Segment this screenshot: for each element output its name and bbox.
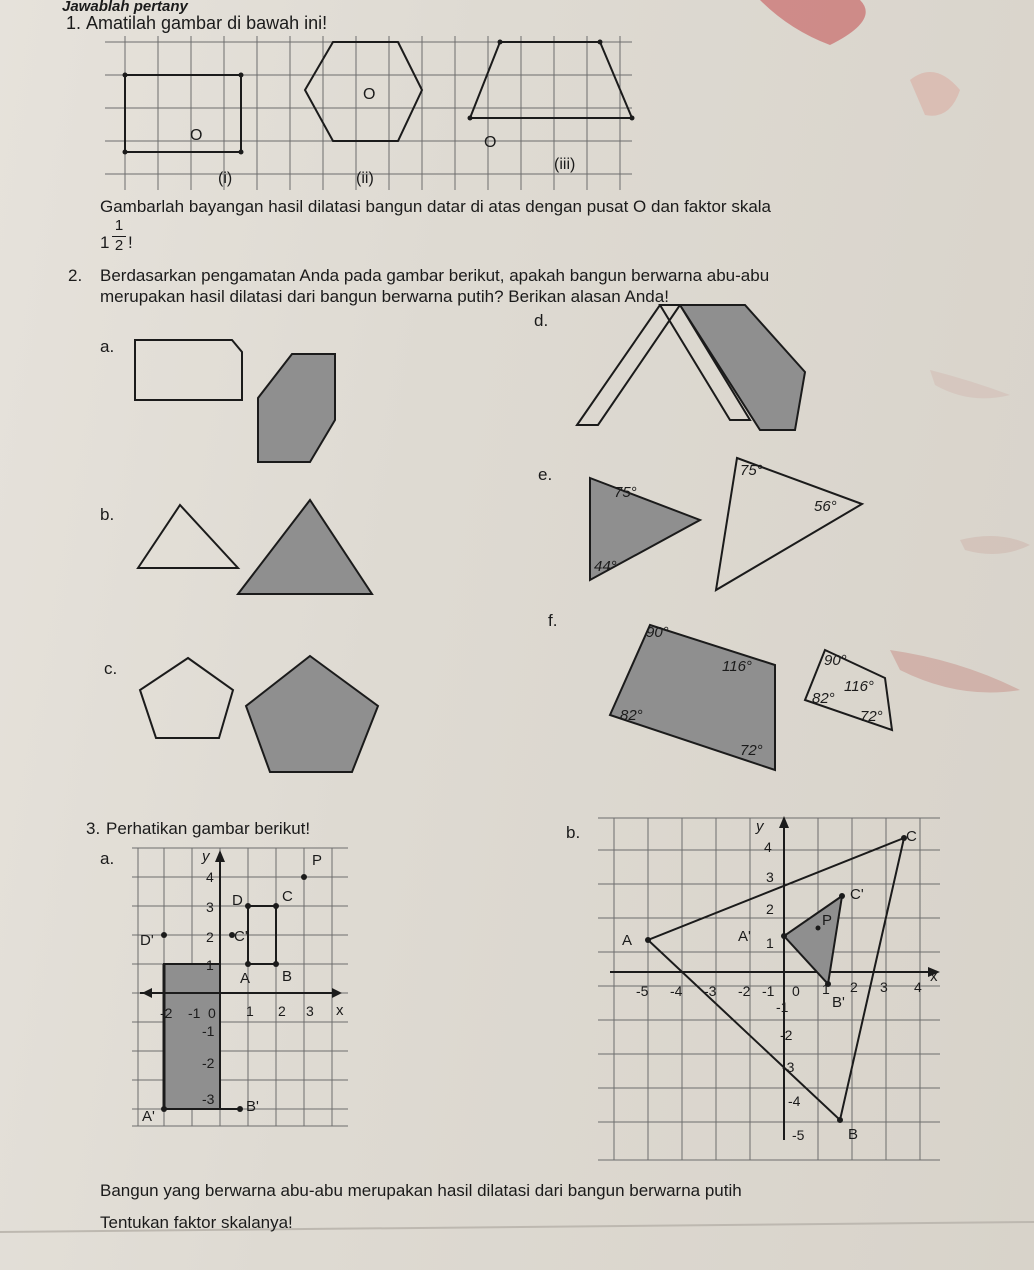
q3a-ytick-4: 4 xyxy=(206,869,214,885)
q3-conclusion: Bangun yang berwarna abu-abu merupakan hasil dilatasi dari bangun berwarna putih xyxy=(100,1181,742,1200)
q2-number: 2. xyxy=(68,266,83,285)
q3b-point-A-prime: A' xyxy=(738,928,751,945)
q3b-xtick-m3: -3 xyxy=(704,983,717,999)
q3b-xtick-4: 4 xyxy=(914,979,922,995)
q3b-point-B-prime: B' xyxy=(832,994,845,1011)
q2-item-d: d. xyxy=(534,311,549,330)
q3a-point-C: C xyxy=(282,888,293,905)
q3a-ytick-1: 1 xyxy=(206,957,214,973)
q3b-ytick-m5: -5 xyxy=(792,1127,805,1143)
q2-item-f: f. xyxy=(548,611,558,630)
q3a-point-D-prime: D' xyxy=(140,932,154,949)
q1-number: 1. xyxy=(66,13,82,33)
q3a-point-B: B xyxy=(282,968,293,985)
q3-number: 3. xyxy=(86,819,101,838)
q3-item-b: b. xyxy=(566,823,581,842)
q3b-ytick-4: 4 xyxy=(764,839,772,855)
q3a-point-C-prime: C' xyxy=(234,928,248,945)
q3b-ytick-m4: -4 xyxy=(788,1093,801,1109)
q3b-xtick-m5: -5 xyxy=(636,983,649,999)
q3b-xtick-m4: -4 xyxy=(670,983,683,999)
q3b-xtick-m2: -2 xyxy=(738,983,751,999)
q2f-angle-2: 116° xyxy=(722,658,752,675)
q1-instruction: Gambarlah bayangan hasil dilatasi bangun datar di atas dengan pusat O dan faktor skala xyxy=(100,197,772,216)
q2f-angle-5: 90° xyxy=(824,652,847,669)
q2f-angle-3: 82° xyxy=(620,707,643,724)
q2f-angle-4: 72° xyxy=(740,742,763,759)
q3b-ytick-m1: -1 xyxy=(776,999,789,1015)
q3-text: Perhatikan gambar berikut! xyxy=(106,819,311,838)
q3a-ytick-m1: -1 xyxy=(202,1023,215,1039)
q2-item-b: b. xyxy=(100,505,115,524)
q3b-xtick-0: 0 xyxy=(792,983,800,999)
q2f-angle-6: 116° xyxy=(844,678,874,695)
q3a-xtick-3: 3 xyxy=(306,1003,314,1019)
q3b-ytick-3: 3 xyxy=(766,869,774,885)
q3b-point-A: A xyxy=(622,932,633,949)
q3b-xtick-1: 1 xyxy=(822,981,830,997)
q1-scale-denominator: 2 xyxy=(114,237,124,254)
q1-center-iii: O xyxy=(484,134,497,151)
q3b-y-label: y xyxy=(756,818,764,835)
q2e-angle-1: 75° xyxy=(614,484,637,501)
q3b-point-B: B xyxy=(848,1126,859,1143)
q3a-point-A-prime: A' xyxy=(142,1108,155,1125)
q2f-angle-8: 72° xyxy=(860,708,883,725)
q3b-point-P: P xyxy=(822,912,833,929)
q1-text: Amatilah gambar di bawah ini! xyxy=(86,13,328,33)
q3b-ytick-m3: -3 xyxy=(782,1059,795,1075)
q1-scale-end: ! xyxy=(128,233,133,252)
q3b-xtick-2: 2 xyxy=(850,979,858,995)
q2-text-line2: merupakan hasil dilatasi dari bangun berwarna putih? Berikan alasan Anda! xyxy=(100,287,669,306)
q3a-ytick-m2: -2 xyxy=(202,1055,215,1071)
header-text: Jawablah pertany xyxy=(62,0,188,15)
q3a-xtick-m2: -2 xyxy=(160,1005,173,1021)
q2e-angle-3: 75° xyxy=(740,462,763,479)
q3b-white-triangle xyxy=(648,838,904,1120)
q3a-point-A: A xyxy=(240,970,251,987)
q3a-xtick-2: 2 xyxy=(278,1003,286,1019)
q3a-ytick-3: 3 xyxy=(206,899,214,915)
q3b-ytick-1: 1 xyxy=(766,935,774,951)
q3a-y-label: y xyxy=(202,848,210,865)
q3b-ytick-m2: -2 xyxy=(780,1027,793,1043)
q2-text-line1: Berdasarkan pengamatan Anda pada gambar berikut, apakah bangun berwarna abu-abu xyxy=(100,266,770,285)
q3a-xtick-m1: -1 xyxy=(188,1005,201,1021)
q3a-ytick-2: 2 xyxy=(206,929,214,945)
q3-task: Tentukan faktor skalanya! xyxy=(100,1213,293,1232)
q1-scale-numerator: 1 xyxy=(114,217,124,234)
q3b-gray-triangle xyxy=(784,896,842,984)
q1-center-ii: O xyxy=(363,86,376,103)
q1-label-i: (i) xyxy=(218,170,233,187)
q1-center-i: O xyxy=(190,127,203,144)
q3b-x-label: x xyxy=(930,968,938,985)
q3a-x-label: x xyxy=(336,1002,344,1019)
q1-label-ii: (ii) xyxy=(356,170,374,187)
q3a-point-B-prime: B' xyxy=(246,1098,259,1115)
q2-item-e: e. xyxy=(538,465,553,484)
q2e-angle-2: 44° xyxy=(594,558,617,575)
q3a-xtick-1: 1 xyxy=(246,1003,254,1019)
q2e-angle-4: 56° xyxy=(814,498,837,515)
q3b-xtick-m1: -1 xyxy=(762,983,775,999)
q2f-angle-7: 82° xyxy=(812,690,835,707)
q3b-xtick-3: 3 xyxy=(880,979,888,995)
q3b-ytick-2: 2 xyxy=(766,901,774,917)
q3a-point-D: D xyxy=(232,892,243,909)
q3a-point-P: P xyxy=(312,852,323,869)
q1-scale-whole: 1 xyxy=(100,233,110,252)
q3a-ytick-m3: -3 xyxy=(202,1091,215,1107)
q3-item-a: a. xyxy=(100,849,115,868)
q1-label-iii: (iii) xyxy=(554,156,576,173)
q3b-point-C-prime: C' xyxy=(850,886,864,903)
q3a-xtick-0: 0 xyxy=(208,1005,216,1021)
q3b-point-C: C xyxy=(906,828,917,845)
q2-item-c: c. xyxy=(104,659,118,678)
q2f-angle-1: 90° xyxy=(646,624,669,641)
q2-item-a: a. xyxy=(100,337,115,356)
